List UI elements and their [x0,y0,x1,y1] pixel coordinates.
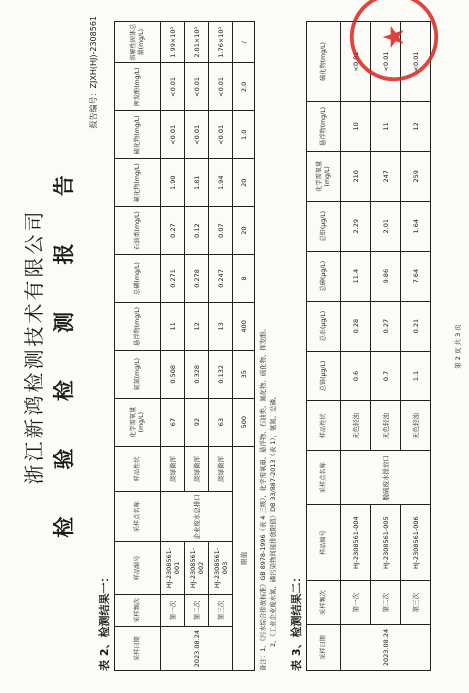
table-row [185,22,209,671]
table2-header-cell: 化学需氧量(mg/L) [115,398,161,446]
table3-header-cell: 采样点名称 [307,451,341,505]
value-pb: 1.64 [401,201,431,251]
sample-state: 无色轻浊 [341,401,371,451]
value-tp: 0.278 [185,255,209,303]
value-nh3: 0.132 [209,350,233,398]
table2-title: 表 2、检测结果一： [98,571,111,671]
value-sulfide: <0.01 [371,22,401,102]
company-name: 浙江新鸿检测技术有限公司 [22,208,46,485]
limit-oil: 20 [233,207,255,255]
table3-header-cell: 悬浮物(mg/L) [307,101,341,151]
value-as: 11.4 [341,251,371,301]
table3-title: 表 3、检测结果二： [290,571,303,671]
table-row [341,22,371,671]
note-line: 2、《工业企业废水氮、磷污染物间接排放限值》DB 33/887-2013（表 1），氨氮、总磷。 [269,392,277,647]
value-hg: 0.28 [341,301,371,351]
value-tds: 2.01×10³ [185,22,209,63]
company-seal [346,0,442,85]
table2-header-cell: 样品编号 [115,542,161,594]
table3-header-cell: 总铅(μg/L) [307,201,341,251]
value-ss: 12 [185,302,209,350]
value-cr: 0.7 [371,351,401,401]
value-cod: 259 [401,151,431,201]
sample-state: 淡绿微浑 [161,446,185,492]
value-cod: 63 [209,398,233,446]
limit-tds: / [233,22,255,63]
sample-state: 无色轻浊 [371,401,401,451]
report-number [88,16,99,128]
value-cr: 1.1 [401,351,431,401]
sample-id: HJ-2308561-006 [401,505,431,581]
value-pb: 2.29 [341,201,371,251]
sampling-point: 企业废水总排口 [161,492,233,542]
value-sulfide: <0.01 [185,111,209,159]
value-tp: 0.247 [209,255,233,303]
table3-header-cell: 采样频次 [307,581,341,625]
table-row [371,22,401,671]
value-fluoride: 1.90 [161,159,185,207]
sample-frequency: 第二次 [185,594,209,627]
table2-header-cell: 样品性状 [115,446,161,492]
value-cr: 0.6 [341,351,371,401]
table2-header-cell: 悬浮物(mg/L) [115,302,161,350]
value-ss: 11 [371,101,401,151]
value-cod: 67 [161,398,185,446]
page-number: 第 2 页 共 3 页 [454,324,462,369]
limit-label: 限值 [233,446,255,670]
value-hg: 0.27 [371,301,401,351]
table3-header-cell: 总铬(μg/L) [307,351,341,401]
sample-frequency: 第一次 [341,581,371,625]
sample-date: 2023.08.24 [341,625,431,671]
table3-header-cell: 采样日期 [307,625,341,671]
sample-id: HJ-2308561-002 [185,542,209,594]
seal-star-icon: ★ [376,24,411,50]
table2-header-cell: 采样点名称 [115,492,161,542]
table2-header-cell: 采样日期 [115,627,161,671]
table-row [209,22,233,671]
table2-header-cell: 溶解性固体总量(mg/L) [115,22,161,63]
note-line: 备注：1、《污水综合排放标准》GB 8978-1996（表 4 三级），化学需氧量、悬浮物、石油类、氟化物、硫化物、挥发酚。 [259,325,267,671]
value-phenol: <0.01 [209,63,233,111]
sample-frequency: 第三次 [209,594,233,627]
value-pb: 2.01 [371,201,401,251]
table2-header-cell: 硫化物(mg/L) [115,111,161,159]
table3-header-cell: 样品编号 [307,505,341,581]
value-sulfide: <0.01 [341,22,371,102]
value-nh3: 0.508 [161,350,185,398]
table3-header-cell: 总砷(μg/L) [307,251,341,301]
sample-frequency: 第二次 [371,581,401,625]
value-fluoride: 1.81 [185,159,209,207]
value-as: 9.86 [371,251,401,301]
table2-header-row [115,22,161,671]
value-ss: 13 [209,302,233,350]
limit-row [233,22,255,671]
value-oil: 0.12 [185,207,209,255]
limit-ss: 400 [233,302,255,350]
value-ss: 10 [341,101,371,151]
table3-header-cell: 化学需氧量(mg/L) [307,151,341,201]
table2-header-cell: 总磷(mg/L) [115,255,161,303]
table3 [306,21,431,671]
sample-id: HJ-2308561-001 [161,542,185,594]
limit-phenol: 2.0 [233,63,255,111]
report-number-value: ZJXH(HJ)-2308561 [89,16,98,89]
value-hg: 0.21 [401,301,431,351]
report-number-label: 报告编号： [89,88,98,129]
value-tds: 1.99×10³ [161,22,185,63]
table2-header-cell: 挥发酚(mg/L) [115,63,161,111]
sample-state: 淡绿微浑 [185,446,209,492]
limit-cod: 500 [233,398,255,446]
value-cod: 210 [341,151,371,201]
sample-state: 无色轻浊 [401,401,431,451]
value-sulfide: <0.01 [209,111,233,159]
table-row [401,22,431,671]
table-row [161,22,185,671]
value-oil: 0.27 [161,207,185,255]
sample-id: HJ-2308561-005 [371,505,401,581]
table2-header-cell: 采样频次 [115,594,161,627]
value-ss: 12 [401,101,431,151]
value-phenol: <0.01 [161,63,185,111]
value-phenol: <0.01 [185,63,209,111]
value-cod: 92 [185,398,209,446]
sample-id: HJ-2308561-003 [209,542,233,594]
value-as: 7.64 [401,251,431,301]
table2-header-cell: 氟化物(mg/L) [115,159,161,207]
report-title: 检 验 检 测 报 告 [51,155,76,538]
sampling-point: 脱硫废水排放口 [341,451,431,505]
value-tds: 1.76×10³ [209,22,233,63]
table3-header-row [307,22,341,671]
table2-header-cell: 氨氮(mg/L) [115,350,161,398]
limit-tp: 8 [233,255,255,303]
sample-frequency: 第三次 [401,581,431,625]
sample-id: HJ-2308561-004 [341,505,371,581]
table3-header-cell: 硫化物(mg/L) [307,22,341,102]
sample-frequency: 第一次 [161,594,185,627]
value-fluoride: 1.94 [209,159,233,207]
limit-nh3: 35 [233,350,255,398]
table2 [114,21,255,671]
notes [258,325,278,671]
sample-date: 2023.08.24 [161,627,233,671]
value-sulfide: <0.01 [161,111,185,159]
value-nh3: 0.328 [185,350,209,398]
table2-header-cell: 石油类(mg/L) [115,207,161,255]
value-oil: 0.07 [209,207,233,255]
value-sulfide: <0.01 [401,22,431,102]
value-tp: 0.271 [161,255,185,303]
limit-fluoride: 20 [233,159,255,207]
table3-header-cell: 总汞(μg/L) [307,301,341,351]
table3-header-cell: 样品性状 [307,401,341,451]
value-ss: 11 [161,302,185,350]
limit-sulfide: 1.0 [233,111,255,159]
sample-state: 淡绿微浑 [209,446,233,492]
value-cod: 247 [371,151,401,201]
